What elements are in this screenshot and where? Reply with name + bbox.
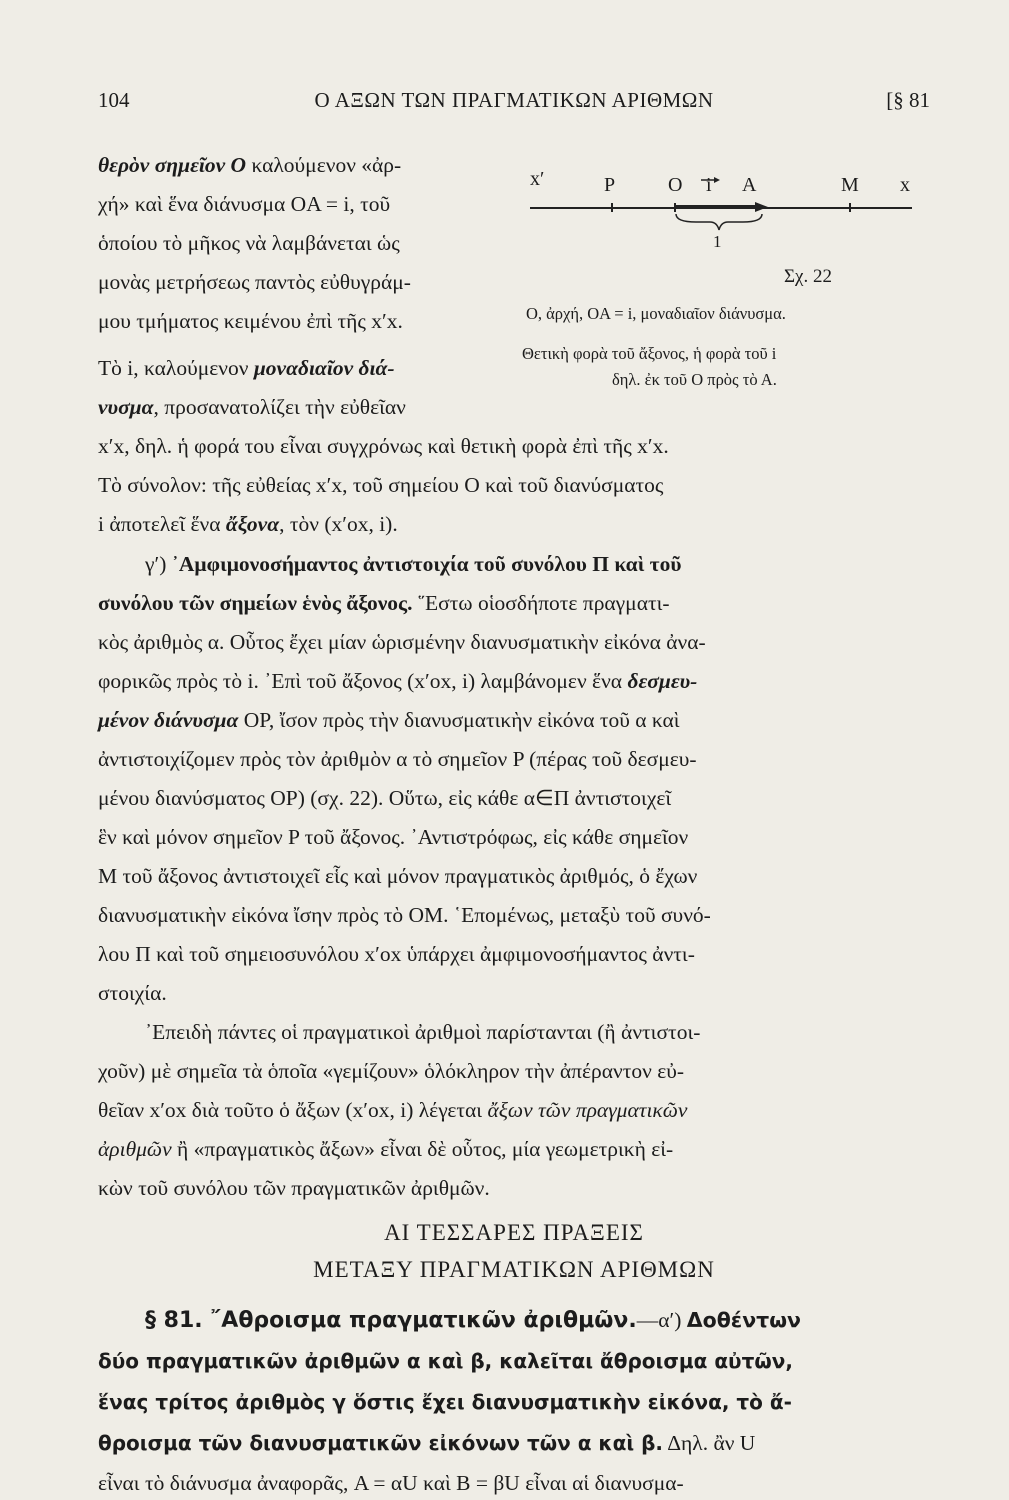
label-a: A xyxy=(742,174,757,196)
p1-line-3: ὁποίου τὸ μῆκος νὰ λαμβάνεται ὡς xyxy=(98,231,400,255)
unit-brace xyxy=(676,214,762,230)
p2-line-12: στοιχία. xyxy=(98,981,167,1005)
label-o: O xyxy=(668,174,683,196)
p2-line-5 xyxy=(98,705,930,735)
p2-line-10: διανυσματικὴν εἰκόνα ἴσην πρὸς τὸ OM. ῾Επομένως, μεταξὺ τοῦ συνό- xyxy=(98,903,711,927)
p1-line-10 xyxy=(98,509,930,539)
p1-text: καλούμενον «ἀρ- xyxy=(246,153,402,177)
p2-text: ῞Εστω οἱοσδήποτε πραγματι- xyxy=(412,591,670,615)
figure-caption-3: δηλ. ἐκ τοῦ Ο πρὸς τὸ Α. xyxy=(612,370,777,389)
chapter-heading-line-1: ΑΙ ΤΕΣΣΑΡΕΣ ΠΡΑΞΕΙΣ xyxy=(384,1220,644,1245)
page-header xyxy=(98,88,930,118)
s81-line-2: δύο πραγματικῶν ἀριθμῶν α καὶ β, καλεῖται ἄθροισμα αὐτῶν, xyxy=(98,1349,793,1373)
s81-line-1 xyxy=(145,1305,930,1336)
p1-text: , προσανατολίζει τὴν εὐθεῖαν xyxy=(153,395,406,419)
p3-text: θεῖαν x′οx διὰ τοῦτο ὁ ἄξων (x′οx, i) λέγεται xyxy=(98,1098,488,1122)
figure-caption-1: O, ἀρχή, OA = i, μοναδιαῖον διάνυσμα. xyxy=(526,304,786,323)
label-unit: 1 xyxy=(713,232,722,251)
p2-line-4 xyxy=(98,666,930,696)
p2-line-11: λου Π καὶ τοῦ σημειοσυνόλου x′οx ὑπάρχει ἀμφιμονοσήμαντος ἀντι- xyxy=(98,942,695,966)
p1-text: , τὸν (x′οx, i). xyxy=(279,512,398,536)
p1-term: μοναδιαῖον διά- xyxy=(253,356,395,380)
label-x-prime: x′ xyxy=(530,168,545,190)
p1-line-6 xyxy=(98,353,493,383)
p1-term: ἄξονα xyxy=(225,512,280,536)
p2-line-8: ἓν καὶ μόνον σημεῖον P τοῦ ἄξονος. ᾿Αντιστρόφως, εἰς κάθε σημεῖον xyxy=(98,825,689,849)
p1-line-5: μου τμήματος κειμένου ἐπὶ τῆς x′x. xyxy=(98,309,403,333)
label-x: x xyxy=(900,174,910,196)
p3-line-3 xyxy=(98,1095,930,1125)
p1-term: νυσμα xyxy=(98,395,154,419)
p2-heading: συνόλου τῶν σημείων ἑνὸς ἄξονος. xyxy=(98,591,413,615)
p3-line-5: κὼν τοῦ συνόλου τῶν πραγματικῶν ἀριθμῶν. xyxy=(98,1176,490,1200)
p1-term: θερὸν σημεῖον Ο xyxy=(98,153,247,177)
p1-line-2: χή» καὶ ἕνα διάνυσμα OA = i, τοῦ xyxy=(98,192,391,216)
label-p: P xyxy=(604,174,616,196)
p2-text: γ′) xyxy=(145,552,172,576)
label-i: i xyxy=(706,174,712,196)
p1-line-1 xyxy=(98,150,493,180)
p2-term: μένον διάνυσμα xyxy=(98,708,239,732)
s81-def: θροισμα τῶν διανυσματικῶν εἰκόνων τῶν α καὶ β. xyxy=(98,1431,664,1455)
i-vector-arrowhead xyxy=(714,177,720,183)
section-marker: [§ 81 xyxy=(886,88,930,112)
chapter-heading-line-2: ΜΕΤΑΞΥ ΠΡΑΓΜΑΤΙΚΩΝ ΑΡΙΘΜΩΝ xyxy=(313,1257,715,1282)
p3-line-4 xyxy=(98,1134,930,1164)
p1-line-7 xyxy=(98,392,493,422)
p3-term: ἄξων τῶν πραγματικῶν xyxy=(487,1098,688,1122)
unit-vector-arrowhead xyxy=(755,202,768,212)
label-m: M xyxy=(841,174,859,196)
p3-line-2: χοῦν) μὲ σημεῖα τὰ ὁποῖα «γεμίζουν» ὁλόκληρον τὴν ἀπέραντον εὐ- xyxy=(98,1059,685,1083)
p3-text: ἢ «πραγματικὸς ἄξων» εἶναι δὲ οὗτος, μία γεωμετρικὴ εἰ- xyxy=(171,1137,674,1161)
s81-text: Δηλ. ἂν U xyxy=(663,1431,756,1455)
p1-line-8: x′x, δηλ. ἡ φορά του εἶναι συγχρόνως καὶ θετικὴ φορὰ ἐπὶ τῆς x′x. xyxy=(98,434,669,458)
s81-line-4 xyxy=(98,1428,930,1458)
running-title: Ο ΑΞΩΝ ΤΩΝ ΠΡΑΓΜΑΤΙΚΩΝ ΑΡΙΘΜΩΝ xyxy=(314,88,714,112)
figure-number: Σχ. 22 xyxy=(784,266,832,287)
s81-text: —α′) xyxy=(636,1308,687,1332)
p2-line-1 xyxy=(145,549,930,579)
s81-title: § 81. ῎Αθροισμα πραγματικῶν ἀριθμῶν. xyxy=(145,1308,637,1333)
p2-heading: ᾿Αμφιμονοσήμαντος ἀντιστοιχία τοῦ συνόλου Π καὶ τοῦ xyxy=(171,552,682,576)
p2-line-9: Μ τοῦ ἄξονος ἀντιστοιχεῖ εἷς καὶ μόνον πραγματικὸς ἀριθμός, ὁ ἔχων xyxy=(98,864,698,888)
p3-term: ἀριθμῶν xyxy=(98,1137,172,1161)
p2-text: OP, ἴσον πρὸς τὴν διανυσματικὴν εἰκόνα τοῦ α καὶ xyxy=(238,708,680,732)
p1-line-9: Τὸ σύνολον: τῆς εὐθείας x′x, τοῦ σημείου Ο καὶ τοῦ διανύσματος xyxy=(98,473,664,497)
p2-term: δεσμευ- xyxy=(627,669,698,693)
page-number: 104 xyxy=(98,88,130,112)
s81-def: Δοθέντων xyxy=(686,1308,802,1332)
p2-line-7: μένου διανύσματος OP) (σχ. 22). Οὕτω, εἰς κάθε α∈Π ἀντιστοιχεῖ xyxy=(98,786,672,810)
p3-line-1: ᾿Επειδὴ πάντες οἱ πραγματικοὶ ἀριθμοὶ παρίστανται (ἢ ἀντιστοι- xyxy=(145,1020,701,1044)
p2-text: φορικῶς πρὸς τὸ i. ᾿Επὶ τοῦ ἄξονος (x′οx, i) λαμβάνομεν ἕνα xyxy=(98,669,628,693)
p2-line-3: κὸς ἀριθμὸς α. Οὗτος ἔχει μίαν ὡρισμένην διανυσματικὴν εἰκόνα ἀνα- xyxy=(98,630,706,654)
figure-caption-2: Θετικὴ φορὰ τοῦ ἄξονος, ἡ φορὰ τοῦ i xyxy=(522,344,777,363)
p2-line-2 xyxy=(98,588,930,618)
p1-text: Τὸ i, καλούμενον xyxy=(98,356,254,380)
p1-line-4: μονὰς μετρήσεως παντὸς εὐθυγράμ- xyxy=(98,270,411,294)
p1-text: i ἀποτελεῖ ἕνα xyxy=(98,512,226,536)
figure-axis xyxy=(500,150,930,390)
s81-line-3: ἕνας τρίτος ἀριθμὸς γ ὅστις ἔχει διανυσματικὴν εἰκόνα, τὸ ἄ- xyxy=(98,1390,792,1414)
s81-line-5: εἶναι τὸ διάνυσμα ἀναφορᾶς, A = αU καὶ B = βU εἶναι αἱ διανυσμα- xyxy=(98,1471,684,1495)
p2-line-6: ἀντιστοιχίζομεν πρὸς τὸν ἀριθμὸν α τὸ σημεῖον P (πέρας τοῦ δεσμευ- xyxy=(98,747,697,771)
